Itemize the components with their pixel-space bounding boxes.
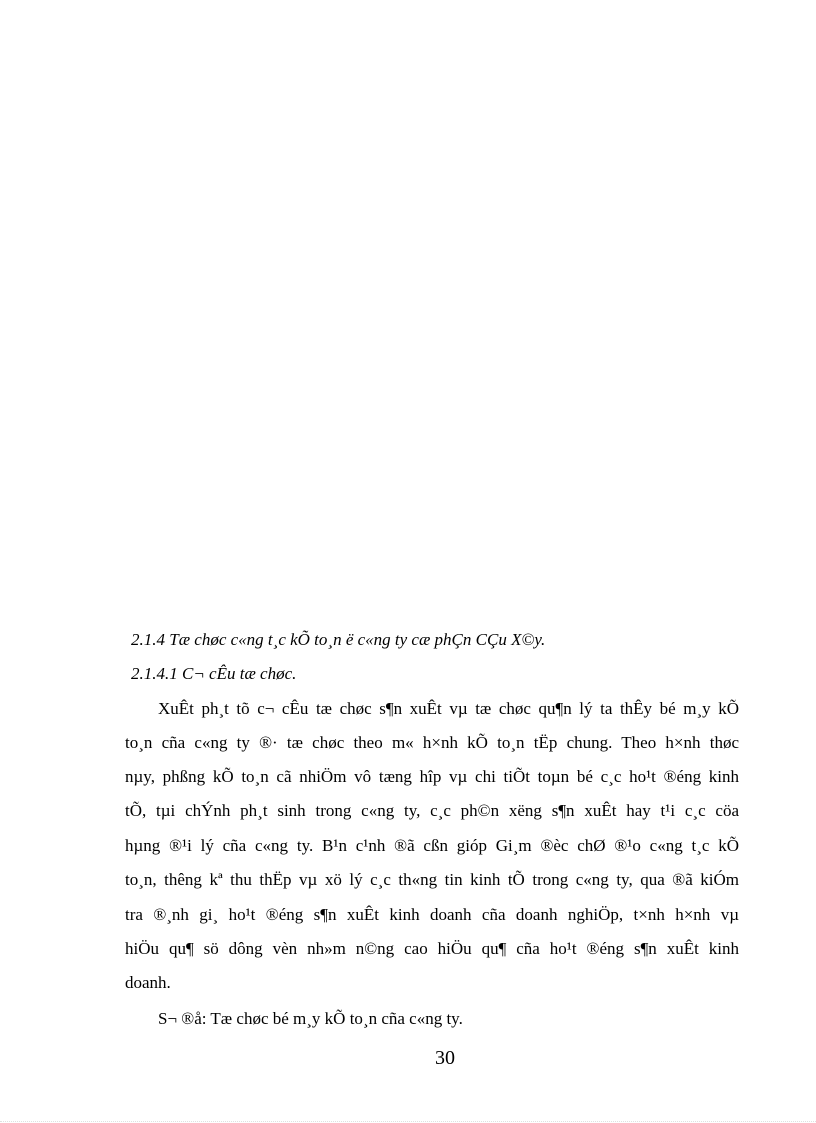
subsection-heading: 2.1.4.1 C¬ cÊu tæ chøc. bbox=[131, 664, 297, 683]
paragraph-line: hiÖu qu¶ sö dông vèn nh»m n©ng cao hiÖu qu¶ cña ho¹t ®éng s¶n xuÊt kinh bbox=[125, 939, 739, 958]
paragraph-line: to¸n cña c«ng ty ®· tæ chøc theo m« h×nh kÕ to¸n tËp chung. Theo h×nh thøc bbox=[125, 733, 739, 752]
page-bottom-divider bbox=[0, 1121, 816, 1122]
paragraph-line: hµng ®¹i lý cña c«ng ty. B¹n c¹nh ®ã cßn gióp Gi¸m ®èc chØ ®¹o c«ng t¸c kÕ bbox=[125, 836, 739, 855]
paragraph-line: doanh. bbox=[125, 973, 171, 992]
diagram-caption: S¬ ®å: Tæ chøc bé m¸y kÕ to¸n cña c«ng ty. bbox=[158, 1009, 463, 1028]
paragraph-line: to¸n, thêng kª thu thËp vµ xö lý c¸c th«ng tin kinh tÕ trong c«ng ty, qua ®ã kiÓm bbox=[125, 870, 739, 889]
paragraph-line: XuÊt ph¸t tõ c¬ cÊu tæ chøc s¶n xuÊt vµ tæ chøc qu¶n lý ta thÊy bé m¸y kÕ bbox=[158, 699, 739, 718]
paragraph-line: tÕ, tµi chÝnh ph¸t sinh trong c«ng ty, c¸c ph©n xëng s¶n xuÊt hay t¹i c¸c cöa bbox=[125, 801, 739, 820]
paragraph-line: tra ®¸nh gi¸ ho¹t ®éng s¶n xuÊt kinh doanh cña doanh nghiÖp, t×nh h×nh vµ bbox=[125, 905, 739, 924]
section-heading: 2.1.4 Tæ chøc c«ng t¸c kÕ to¸n ë c«ng ty cæ phÇn CÇu X©y. bbox=[131, 630, 546, 649]
paragraph-line: nµy, phßng kÕ to¸n cã nhiÖm vô tæng hîp vµ chi tiÕt toµn bé c¸c ho¹t ®éng kinh bbox=[125, 767, 739, 786]
page-number: 30 bbox=[435, 1047, 455, 1069]
